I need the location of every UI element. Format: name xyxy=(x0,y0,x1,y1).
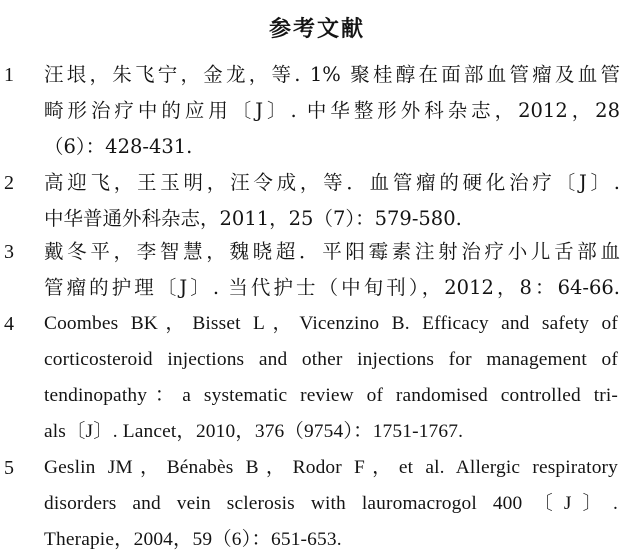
reference-line: Coombes BK，Bisset L，Vicenzino B. Efficacy and safety of xyxy=(44,313,618,334)
reference-line: 戴冬平，李智慧，魏晓超．平阳霉素注射治疗小儿舌部血 xyxy=(44,240,620,263)
reference-line: （6）：428-431. xyxy=(44,135,193,158)
reference-number: 4 xyxy=(4,313,14,335)
reference-line: als〔J〕. Lancet，2010，376（9754）：1751-1767. xyxy=(44,421,464,442)
references-heading: 参考文献 xyxy=(268,17,365,42)
reference-line: disorders and vein sclerosis with lauromacrogol 400〔J〕. xyxy=(44,493,618,514)
reference-line: Therapie，2004，59（6）：651-653. xyxy=(44,529,342,550)
reference-number: 1 xyxy=(4,64,14,86)
reference-number: 5 xyxy=(4,457,14,479)
reference-line: 中华普通外科杂志，2011，25（7）：579-580. xyxy=(44,207,462,230)
reference-line: tendinopathy：a systematic review of randomised controlled tri- xyxy=(44,385,618,406)
reference-number: 2 xyxy=(4,172,14,194)
reference-line: 管瘤的护理〔J〕. 当代护士（中旬刊），2012，8：64-66. xyxy=(44,276,620,299)
reference-line: 汪垠，朱飞宁，金龙，等. 1% 聚桂醇在面部血管瘤及血管 xyxy=(44,63,620,86)
reference-line: 高迎飞，王玉明，汪令成，等．血管瘤的硬化治疗〔J〕. xyxy=(44,171,620,194)
reference-line: 畸形治疗中的应用〔J〕. 中华整形外科杂志，2012，28 xyxy=(44,99,620,122)
reference-number: 3 xyxy=(4,241,14,263)
reference-line: corticosteroid injections and other injections for management of xyxy=(44,349,618,370)
reference-line: Geslin JM，Bénabès B，Rodor F，et al. Allergic respiratory xyxy=(44,457,618,478)
